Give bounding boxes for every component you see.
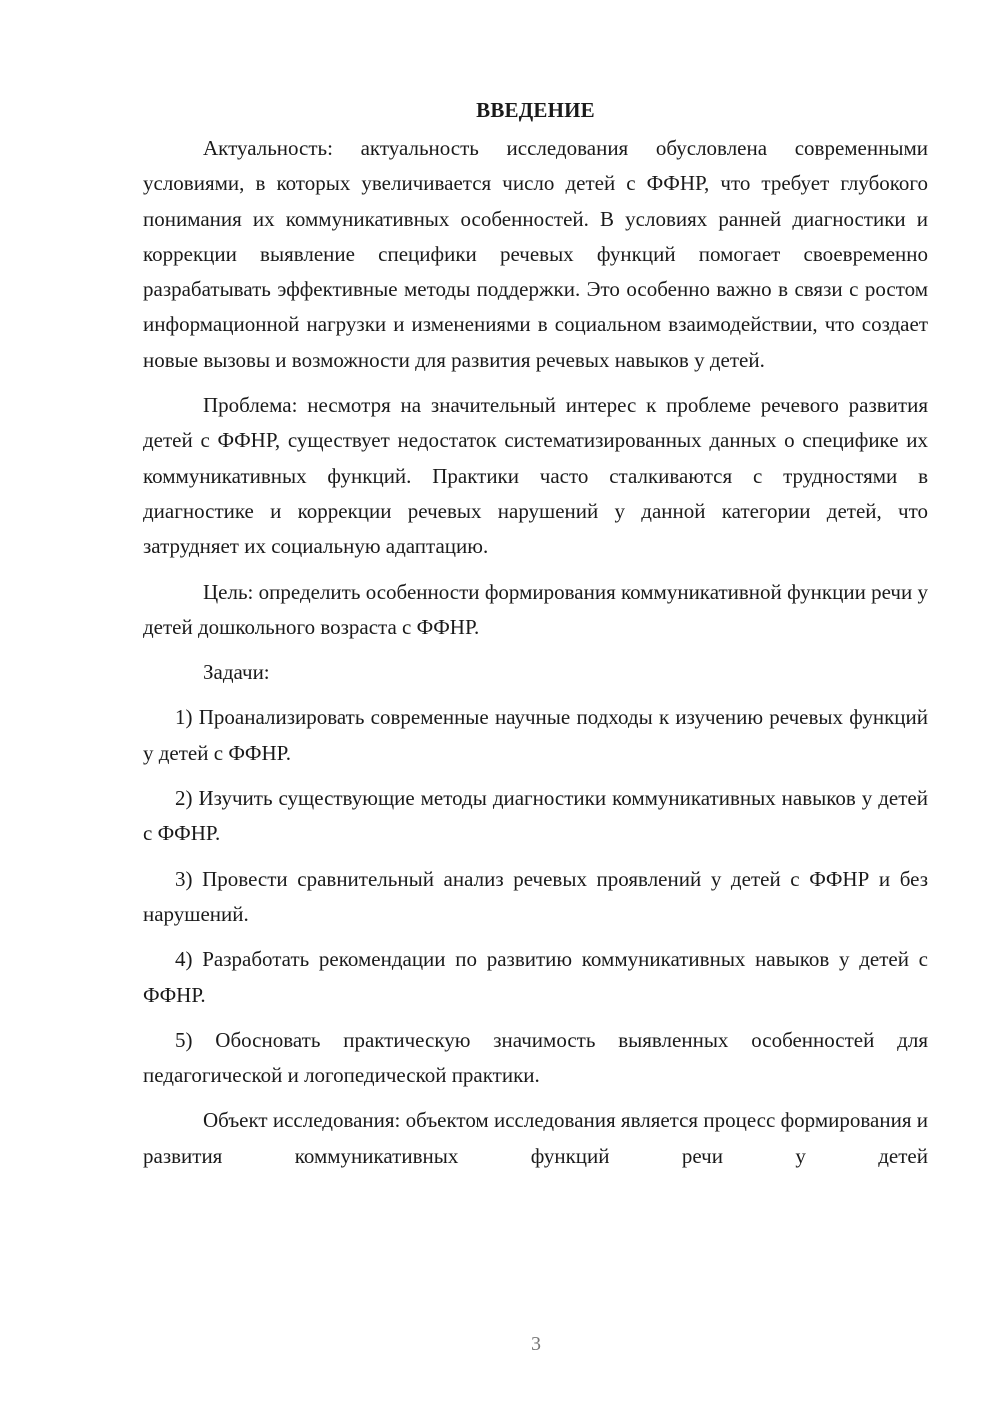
relevance-paragraph: Актуальность: актуальность исследования обусловлена современными условиями, в которых увеличивается число детей с ФФНР, что требует глубокого понимания их коммуникативных особенностей. В условиях ранней диагностики и коррекции выявление специфики речевых функций помогает своевременно разрабатывать эффективные методы поддержки. Это особенно важно в связи с ростом информационной нагрузки и изменениями в социальном взаимодействии, что создает новые вызовы и возможности для развития речевых навыков у детей. (143, 136, 928, 372)
page-number: 3 (531, 1333, 541, 1355)
task-item: 5) Обосновать практическую значимость выявленных особенностей для педагогической и логопедической практики. (143, 1027, 928, 1088)
problem-paragraph: Проблема: несмотря на значительный интерес к проблеме речевого развития детей с ФФНР, существует недостаток систематизированных данных о специфике их коммуникативных функций. Практики часто сталкиваются с трудностями в диагностике и коррекции речевых нарушений у данной категории детей, что затрудняет их социальную адаптацию. (143, 393, 928, 559)
task-item: 4) Разработать рекомендации по развитию коммуникативных навыков у детей с ФФНР. (143, 947, 928, 1007)
task-item: 2) Изучить существующие методы диагностики коммуникативных навыков у детей с ФФНР. (143, 786, 928, 846)
task-item: 1) Проанализировать современные научные подходы к изучению речевых функций у детей с ФФНР. (143, 705, 928, 765)
object-paragraph: Объект исследования: объектом исследования является процесс формирования и развития коммуникативных функций речи у детей (143, 1108, 928, 1168)
document-page (143, 95, 928, 1184)
task-item: 3) Провести сравнительный анализ речевых проявлений у детей с ФФНР и без нарушений. (143, 866, 928, 926)
tasks-heading: Задачи: (203, 660, 270, 685)
goal-paragraph: Цель: определить особенности формирования коммуникативной функции речи у детей дошкольного возраста с ФФНР. (143, 579, 928, 639)
section-title: ВВЕДЕНИЕ (476, 98, 595, 122)
